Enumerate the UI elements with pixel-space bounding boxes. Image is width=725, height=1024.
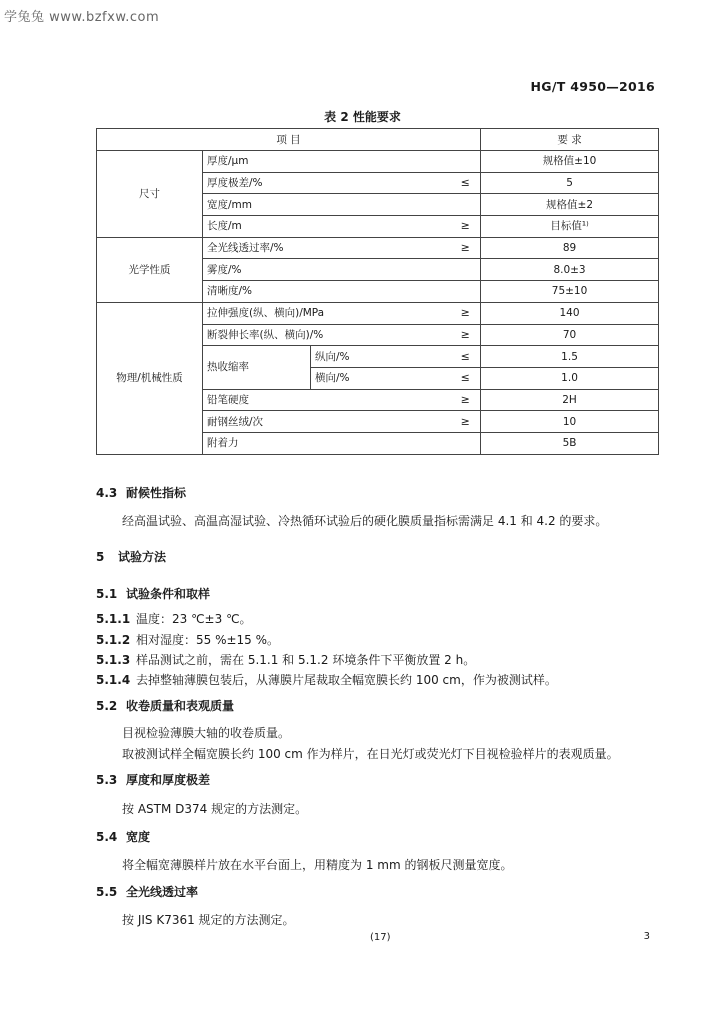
clause	[96, 651, 475, 668]
row-symbol: ≤	[451, 172, 481, 194]
row-symbol: ≥	[451, 302, 481, 324]
row-value: 2H	[481, 389, 659, 411]
row-label: 断裂伸长率(纵、横向)/%	[203, 324, 451, 346]
section-number: 5	[96, 550, 105, 564]
clause-text: 温度：23 ℃±3 ℃。	[136, 612, 252, 626]
paragraph: 经高温试验、高温高湿试验、冷热循环试验后的硬化膜质量指标需满足 4.1 和 4.2 的要求。	[122, 514, 608, 528]
table-row	[97, 151, 659, 173]
paragraph: 按 JIS K7361 规定的方法测定。	[122, 913, 295, 927]
row-value: 75±10	[481, 281, 659, 303]
clause-text: 相对湿度：55 %±15 %。	[136, 633, 280, 647]
row-value: 5	[481, 172, 659, 194]
row-value: 140	[481, 302, 659, 324]
row-symbol: ≥	[451, 216, 481, 238]
watermark: 学兔兔 www.bzfxw.com	[4, 10, 160, 25]
section-number: 5.3	[96, 773, 118, 787]
row-value: 70	[481, 324, 659, 346]
section-title: 宽度	[126, 830, 151, 844]
row-value: 规格值±2	[481, 194, 659, 216]
table-row	[97, 302, 659, 324]
section-title: 全光线透过率	[126, 885, 199, 899]
row-symbol: ≥	[451, 411, 481, 433]
row-label: 耐钢丝绒/次	[203, 411, 451, 433]
row-symbol: ≤	[451, 346, 481, 368]
sub-row-label: 纵向/%	[311, 346, 451, 368]
section-heading	[96, 484, 186, 501]
clause-text: 去掉整轴薄膜包装后，从薄膜片尾裁取全幅宽膜长约 100 cm，作为被测试样。	[136, 673, 557, 687]
clause	[96, 631, 279, 648]
section-number: 5.4	[96, 830, 118, 844]
row-symbol	[451, 151, 481, 173]
performance-table	[96, 128, 659, 455]
section-number: 5.2	[96, 699, 118, 713]
row-value: 规格值±10	[481, 151, 659, 173]
paragraph: 目视检验薄膜大轴的收卷质量。	[122, 726, 291, 740]
section-heading	[96, 585, 210, 602]
section-heading	[96, 771, 210, 788]
section-title: 耐候性指标	[126, 486, 187, 500]
row-label: 宽度/mm	[203, 194, 451, 216]
table-header-row	[97, 129, 659, 151]
header-item: 项 目	[97, 129, 481, 151]
footer-center: (17)	[370, 932, 391, 943]
section-heading	[96, 697, 234, 714]
clause	[96, 671, 557, 688]
row-symbol	[451, 432, 481, 454]
row-symbol: ≥	[451, 237, 481, 259]
row-label: 厚度极差/%	[203, 172, 451, 194]
paragraph: 按 ASTM D374 规定的方法测定。	[122, 802, 308, 816]
paragraph: 取被测试样全幅宽膜长约 100 cm 作为样片，在日光灯或荧光灯下目视检验样片的表观质量。	[122, 747, 619, 761]
section-heading	[96, 883, 198, 900]
header-requirement: 要 求	[481, 129, 659, 151]
row-value: 89	[481, 237, 659, 259]
section-title: 厚度和厚度极差	[126, 773, 211, 787]
row-label: 热收缩率	[203, 346, 311, 389]
row-value: 8.0±3	[481, 259, 659, 281]
paragraph: 将全幅宽薄膜样片放在水平台面上，用精度为 1 mm 的钢板尺测量宽度。	[122, 858, 513, 872]
clause-number: 5.1.3	[96, 653, 131, 667]
section-heading	[96, 828, 150, 845]
row-label: 厚度/μm	[203, 151, 451, 173]
row-value: 1.5	[481, 346, 659, 368]
row-value: 目标值¹⁾	[481, 216, 659, 238]
row-symbol	[451, 281, 481, 303]
row-label: 全光线透过率/%	[203, 237, 451, 259]
row-value: 5B	[481, 432, 659, 454]
section-title: 试验方法	[118, 550, 167, 564]
section-number: 4.3	[96, 486, 118, 500]
row-value: 10	[481, 411, 659, 433]
clause-number: 5.1.4	[96, 673, 131, 687]
section-number: 5.5	[96, 885, 118, 899]
row-label: 拉伸强度(纵、横向)/MPa	[203, 302, 451, 324]
group-name: 尺寸	[97, 151, 203, 238]
row-symbol: ≥	[451, 389, 481, 411]
row-label: 雾度/%	[203, 259, 451, 281]
section-heading	[96, 548, 166, 565]
section-title: 试验条件和取样	[126, 587, 211, 601]
row-value: 1.0	[481, 367, 659, 389]
sub-row-label: 横向/%	[311, 367, 451, 389]
clause-number: 5.1.1	[96, 612, 131, 626]
standard-number: HG/T 4950—2016	[530, 79, 655, 94]
group-name: 物理/机械性质	[97, 302, 203, 454]
row-label: 清晰度/%	[203, 281, 451, 303]
row-symbol	[451, 259, 481, 281]
row-symbol: ≤	[451, 367, 481, 389]
group-name: 光学性质	[97, 237, 203, 302]
row-label: 长度/m	[203, 216, 451, 238]
clause-number: 5.1.2	[96, 633, 131, 647]
clause	[96, 610, 252, 627]
clause-text: 样品测试之前，需在 5.1.1 和 5.1.2 环境条件下平衡放置 2 h。	[136, 653, 476, 667]
row-label: 附着力	[203, 432, 451, 454]
row-symbol: ≥	[451, 324, 481, 346]
table-caption: 表 2 性能要求	[324, 110, 401, 124]
page-number: 3	[643, 931, 650, 942]
section-title: 收卷质量和表观质量	[126, 699, 235, 713]
table-row	[97, 237, 659, 259]
section-number: 5.1	[96, 587, 118, 601]
row-symbol	[451, 194, 481, 216]
row-label: 铅笔硬度	[203, 389, 451, 411]
